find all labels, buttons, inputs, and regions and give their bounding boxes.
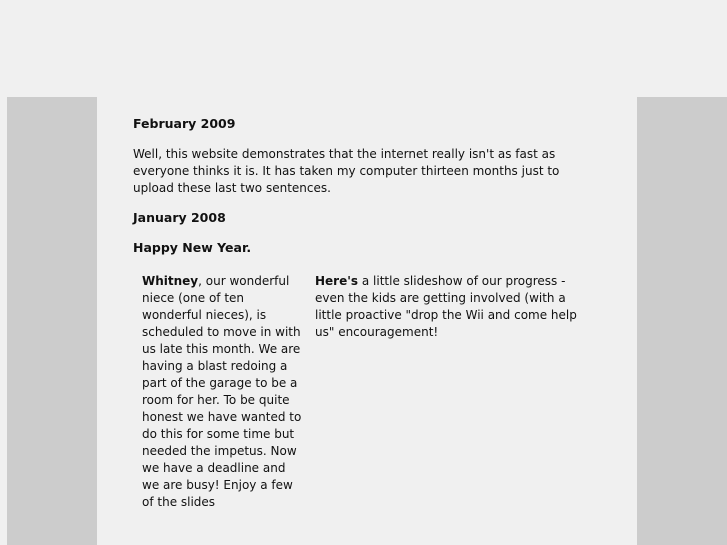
february-2009-text: Well, this website demonstrates that the internet really isn't as fast as everyone thinks it is. It has taken my computer thirteen months just to upload these last two sentences. bbox=[133, 147, 560, 195]
slideshow-paragraph bbox=[315, 273, 580, 511]
main-content bbox=[133, 115, 603, 511]
happy-new-year-heading: Happy New Year. bbox=[133, 240, 252, 255]
heading-february-2009: February 2009 bbox=[133, 116, 236, 131]
two-column-block bbox=[133, 273, 603, 511]
slideshow-text: a little slideshow of our progress - even the kids are getting involved (with a little proactive "drop the Wii and come help us" encouragement! bbox=[315, 274, 577, 339]
slideshow-link[interactable]: Here's bbox=[315, 274, 359, 288]
whitney-paragraph bbox=[142, 273, 302, 511]
whitney-name: Whitney bbox=[142, 274, 199, 288]
right-sidebar-panel bbox=[637, 97, 727, 545]
heading-january-2008: January 2008 bbox=[133, 210, 226, 225]
left-sidebar-panel bbox=[7, 97, 97, 545]
whitney-text: , our wonderful niece (one of ten wonderful nieces), is scheduled to move in with us late this month. We are having a blast redoing a part of the garage to be a room for her. To be quite honest we have wanted to do this for some time but needed the impetus. Now we have a deadline and we are busy! Enjoy a few of the slides bbox=[142, 274, 302, 509]
